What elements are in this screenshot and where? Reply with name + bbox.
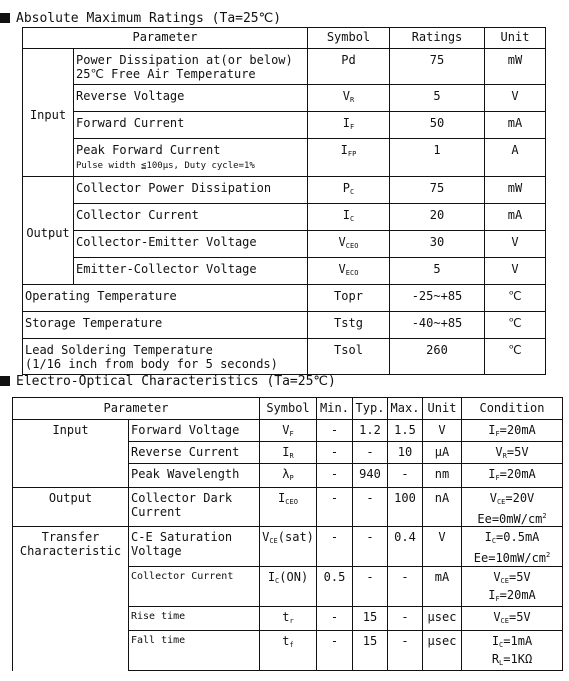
eoc-section-title: Electro-Optical Characteristics (Ta=25℃) [0,374,336,389]
param-cell: Emitter-Collector Voltage [74,258,308,285]
unit-cell: nm [423,464,462,488]
table-row [23,204,546,231]
typ-cell: 15 [353,631,388,671]
symbol-cell: $t_r$ [260,607,317,631]
rating-cell: 75 [390,49,485,85]
header-condition: Condition [462,398,563,420]
symbol-cell: $\lambda_P$ [260,464,317,488]
symbol-cell: $I_R$ [260,442,317,464]
unit-cell: ℃ [485,285,546,312]
table-row [23,231,546,258]
max-cell: 10 [388,442,423,464]
header-symbol: Symbol [308,28,390,49]
symbol-cell: $t_f$ [260,631,317,671]
symbol-cell: Topr [308,285,390,312]
rating-cell: 1 [390,139,485,177]
header-unit: Unit [423,398,462,420]
rating-cell: 50 [390,112,485,139]
min-cell: - [317,631,353,671]
unit-cell: ℃ [485,312,546,339]
rating-cell: -25~+85 [390,285,485,312]
unit-cell: V [485,231,546,258]
header-ratings: Ratings [390,28,485,49]
header-parameter: Parameter [13,398,260,420]
condition-cell: $V_{CE}=5V$ [462,607,563,631]
param-cell: Peak Forward Current Pulse width ≦100μs, Duty cycle=1% [74,139,308,177]
param-cell: Fall time [129,631,260,671]
symbol-cell: $I_C$ [308,204,390,231]
symbol-cell: Tstg [308,312,390,339]
param-cell: Forward Current [74,112,308,139]
absolute-maximum-ratings-table [22,27,546,375]
table-row [23,339,546,375]
unit-cell: μA [423,442,462,464]
symbol-cell: $V_{CE}(sat)$ [260,527,317,567]
param-cell: Lead Soldering Temperature (1/16 inch from body for 5 seconds) [23,339,308,375]
unit-cell: V [485,85,546,112]
group-input: Input [13,420,129,488]
min-cell: 0.5 [317,567,353,607]
symbol-cell: $V_R$ [308,85,390,112]
symbol-cell: Pd [308,49,390,85]
unit-cell: mA [485,112,546,139]
table-row [23,285,546,312]
param-cell: Power Dissipation at(or below) 25℃ Free Air Temperature [74,49,308,85]
table-header-row [23,28,546,49]
typ-cell: - [353,527,388,567]
rating-cell: 5 [390,258,485,285]
rating-cell: 5 [390,85,485,112]
unit-cell: μsec [423,607,462,631]
typ-cell: 1.2 [353,420,388,442]
unit-cell: mW [485,177,546,204]
table-row [23,258,546,285]
max-cell: - [388,567,423,607]
param-cell: Reverse Voltage [74,85,308,112]
unit-cell: V [423,527,462,567]
min-cell: - [317,607,353,631]
unit-cell: μsec [423,631,462,671]
table-row [23,112,546,139]
min-cell: - [317,488,353,527]
square-bullet-icon [0,376,10,386]
table-row [23,312,546,339]
unit-cell: mA [423,567,462,607]
unit-cell: mW [485,49,546,85]
param-cell: Collector Dark Current [129,488,260,527]
min-cell: - [317,464,353,488]
amr-section-title: Absolute Maximum Ratings (Ta=25℃) [0,11,281,26]
param-cell: Collector Current [74,204,308,231]
param-cell: Rise time [129,607,260,631]
min-cell: - [317,442,353,464]
symbol-cell: $V_{ECO}$ [308,258,390,285]
condition-cell: $V_R=5V$ [462,442,563,464]
unit-cell: A [485,139,546,177]
param-cell: Reverse Current [129,442,260,464]
typ-cell: - [353,442,388,464]
header-symbol: Symbol [260,398,317,420]
param-cell: Collector Current [129,567,260,607]
group-output: Output [13,488,129,527]
condition-cell: $I_F=20mA$ [462,464,563,488]
rating-cell: -40~+85 [390,312,485,339]
table-row [23,177,546,204]
rating-cell: 20 [390,204,485,231]
typ-cell: 15 [353,607,388,631]
max-cell: 100 [388,488,423,527]
symbol-cell: Tsol [308,339,390,375]
max-cell: 0.4 [388,527,423,567]
min-cell: - [317,420,353,442]
param-cell: Storage Temperature [23,312,308,339]
rating-cell: 75 [390,177,485,204]
table-row [13,527,563,567]
table-row [23,139,546,177]
condition-cell: $V_{CE}=20V$ $Ee=0mW/cm^2$ [462,488,563,527]
param-cell: Forward Voltage [129,420,260,442]
group-input: Input [23,49,74,177]
header-typ: Typ. [353,398,388,420]
condition-cell: $V_{CE}=5V$ $I_F=20mA$ [462,567,563,607]
symbol-cell: $V_F$ [260,420,317,442]
param-cell: Collector-Emitter Voltage [74,231,308,258]
table-header-row [13,398,563,420]
table-row [23,85,546,112]
symbol-cell: $P_C$ [308,177,390,204]
typ-cell: 940 [353,464,388,488]
header-min: Min. [317,398,353,420]
header-max: Max. [388,398,423,420]
typ-cell: - [353,567,388,607]
table-row [13,488,563,527]
symbol-cell: $I_C(ON)$ [260,567,317,607]
condition-cell: $I_C=1mA$ $R_L=1K\Omega$ [462,631,563,671]
condition-cell: $I_C=0.5mA$ $Ee=10mW/cm^2$ [462,527,563,567]
param-cell: Peak Wavelength [129,464,260,488]
unit-cell: V [423,420,462,442]
symbol-cell: $I_F$ [308,112,390,139]
symbol-cell: $I_{FP}$ [308,139,390,177]
group-output: Output [23,177,74,285]
rating-cell: 30 [390,231,485,258]
header-unit: Unit [485,28,546,49]
typ-cell: - [353,488,388,527]
max-cell: - [388,464,423,488]
param-cell: Collector Power Dissipation [74,177,308,204]
group-transfer: Transfer Characteristic [13,527,129,671]
electro-optical-characteristics-table [12,397,563,671]
symbol-cell: $I_{CEO}$ [260,488,317,527]
table-row [23,49,546,85]
condition-cell: $I_F=20mA$ [462,420,563,442]
max-cell: - [388,607,423,631]
unit-cell: ℃ [485,339,546,375]
min-cell: - [317,527,353,567]
square-bullet-icon [0,13,10,23]
max-cell: 1.5 [388,420,423,442]
symbol-cell: $V_{CEO}$ [308,231,390,258]
unit-cell: V [485,258,546,285]
max-cell: - [388,631,423,671]
header-parameter: Parameter [23,28,308,49]
unit-cell: nA [423,488,462,527]
param-cell: Operating Temperature [23,285,308,312]
unit-cell: mA [485,204,546,231]
table-row [13,420,563,442]
rating-cell: 260 [390,339,485,375]
param-cell: C-E Saturation Voltage [129,527,260,567]
